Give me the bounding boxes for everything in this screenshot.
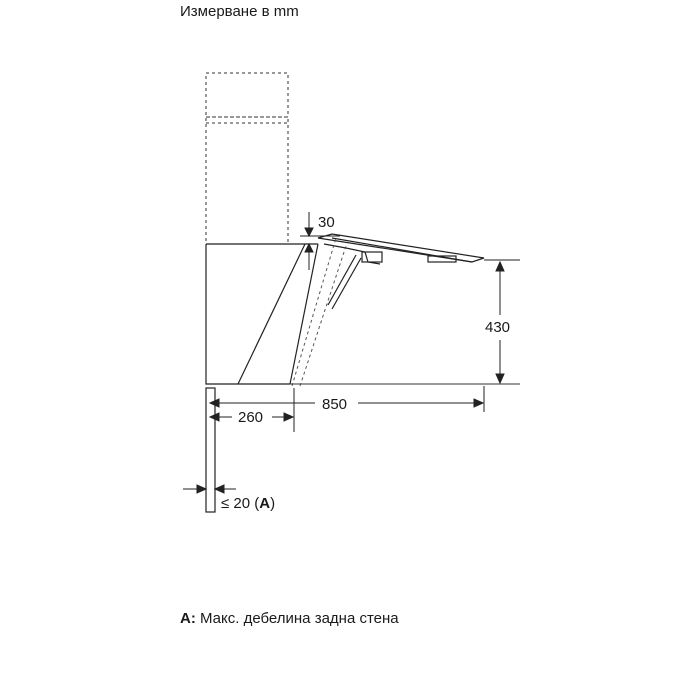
legend-text: Макс. дебелина задна стена bbox=[200, 610, 399, 627]
hood-body bbox=[206, 244, 318, 384]
depth-body-label: 260 bbox=[238, 409, 264, 426]
depth-total-label: 850 bbox=[322, 396, 348, 413]
wall-thickness-dimension bbox=[183, 485, 236, 493]
height-label: 430 bbox=[485, 319, 511, 336]
chimney-outline bbox=[206, 73, 288, 244]
rear-wall bbox=[206, 388, 215, 512]
panel-swing-path bbox=[292, 238, 346, 386]
page-title: Измерване в mm bbox=[180, 3, 299, 20]
legend-key: A: bbox=[180, 610, 196, 627]
legend-note bbox=[180, 610, 399, 627]
open-panel bbox=[318, 234, 484, 309]
gap-top-label: 30 bbox=[318, 214, 335, 231]
wall-thickness-label: ≤ 20 (A) bbox=[221, 495, 276, 512]
